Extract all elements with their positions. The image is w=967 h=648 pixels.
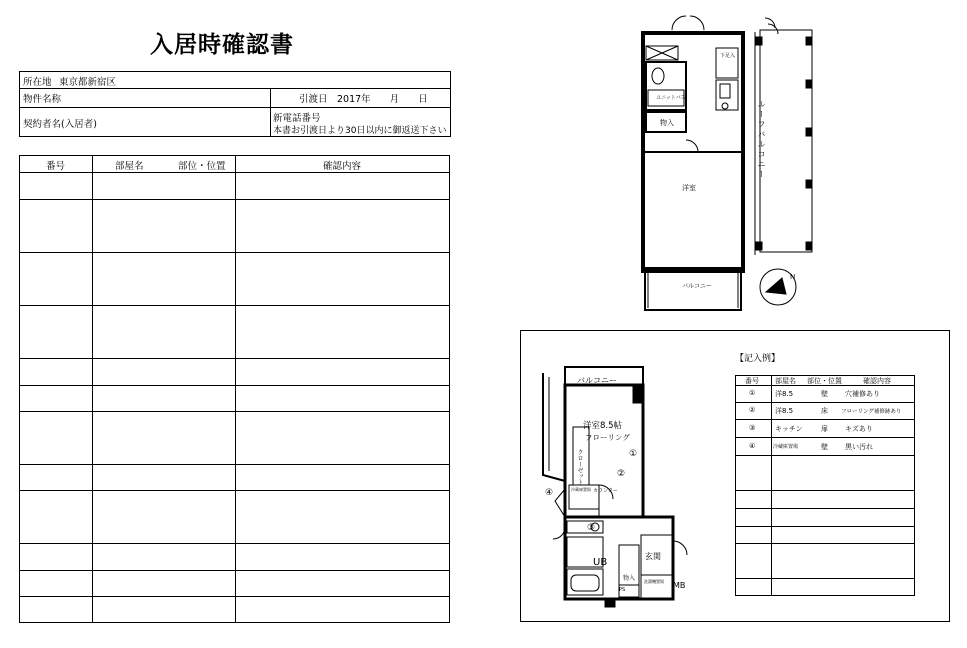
confirmation-table [19, 155, 450, 623]
move-out-date: 引渡日 2017年 月 日 [299, 94, 428, 105]
ex-storage-label: 物入 [623, 575, 636, 582]
ex-marker-3: ③ [587, 523, 596, 533]
ex-ub-label: UB [593, 557, 608, 568]
ex-closet-label: クローゼット [576, 449, 583, 485]
ex-room-label: 洋室8.5帖 [583, 421, 623, 431]
ex-header-part: 部位・位置 [807, 377, 842, 385]
example-table [735, 375, 915, 596]
tenant-label: 契約者名(入居者) [23, 119, 97, 130]
storage-label: 物入 [660, 119, 674, 127]
ex-marker-4: ④ [545, 488, 554, 498]
header-part: 部位・位置 [178, 161, 226, 172]
ex-row3-part: 扉 [821, 425, 828, 433]
ex-row3-room: キッチン [775, 425, 803, 433]
balcony-label: バルコニー [682, 283, 713, 290]
ex-row2-content: フローリング補修跡あり [841, 409, 902, 415]
ex-row3-content: キズあり [845, 425, 873, 433]
ex-washer-label: 洗濯機置場 [644, 579, 664, 584]
ex-ps-label: PS [619, 587, 626, 593]
document-title: 入居時確認書 [150, 32, 294, 58]
ex-row4-content: 黒い汚れ [845, 443, 873, 451]
ex-header-room: 部屋名 [775, 377, 796, 385]
ex-row2-room: 洋8.5 [775, 407, 794, 415]
floor-plan-top [600, 10, 840, 315]
ex-row1-part: 壁 [821, 390, 828, 398]
new-phone-label: 新電話番号 [273, 113, 321, 122]
location-label: 所在地 [23, 77, 52, 88]
shoe-box-label: 下足入 [720, 53, 736, 59]
ex-row2-no: ② [749, 406, 756, 414]
room-label: 洋室 [682, 184, 696, 192]
contract-info-table [19, 71, 451, 137]
ex-mb-label: MB [673, 581, 686, 590]
ex-fridge-label: 冷蔵庫置場 [571, 487, 591, 492]
ex-row1-content: 穴補修あり [845, 390, 880, 398]
header-content: 確認内容 [323, 161, 362, 172]
ex-balcony-label: バルコニー [577, 376, 617, 385]
tenant-row [20, 108, 450, 136]
property-row [20, 89, 450, 108]
ex-row4-part: 壁 [821, 443, 828, 451]
ex-row4-no: ④ [749, 442, 756, 450]
example-heading: 【記入例】 [735, 354, 781, 364]
ex-marker-1: ① [629, 449, 638, 459]
unit-bath-label: ユニットバス [656, 95, 686, 101]
location-value: 東京都新宿区 [59, 77, 117, 88]
ex-row2-part: 床 [821, 407, 828, 415]
ex-marker-2: ② [617, 469, 626, 479]
example-box [520, 330, 950, 622]
ex-row4-room: 冷蔵庫置場 [773, 444, 799, 450]
ex-floor-label: フローリング [585, 433, 630, 442]
ex-row3-no: ③ [749, 424, 756, 432]
return-note: 本書お引渡日より30日以内に御返送下さい [273, 126, 447, 136]
ex-counter-label: カウンター [593, 488, 618, 494]
ex-row1-no: ① [749, 389, 756, 397]
location-row [20, 72, 450, 89]
header-number: 番号 [46, 161, 66, 172]
ex-header-number: 番号 [745, 377, 759, 385]
header-room: 部屋名 [115, 161, 144, 172]
ex-entrance-label: 玄関 [645, 552, 661, 561]
property-label: 物件名称 [23, 94, 62, 105]
roof-balcony-label: ルーフバルコニー [757, 100, 766, 180]
example-floor-plan-drawing [535, 351, 735, 631]
ex-header-content: 確認内容 [863, 377, 891, 385]
north-label: N [790, 273, 796, 281]
ex-row1-room: 洋8.5 [775, 390, 794, 398]
